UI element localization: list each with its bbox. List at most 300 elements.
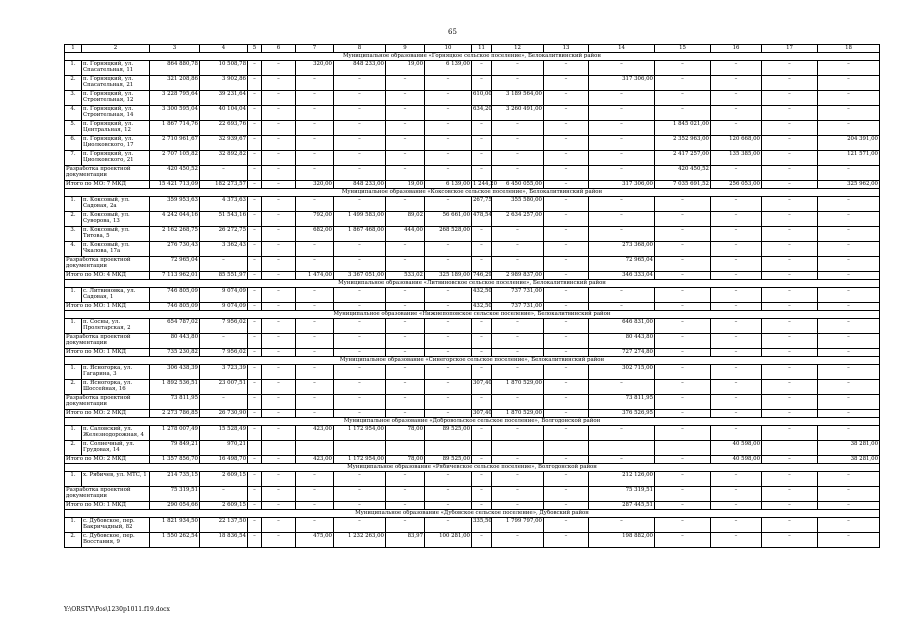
value-cell-col-11: – [472, 151, 492, 166]
value-cell-col-15: – [655, 197, 711, 212]
value-cell-col-4: 9 074,09 [200, 288, 248, 303]
value-cell-col-18: – [818, 121, 880, 136]
building-address: п. Коксовый, ул. Чкалова, 17а [82, 242, 150, 257]
value-cell-col-15: 1 845 021,00 [655, 121, 711, 136]
value-cell-col-7: – [296, 472, 334, 487]
value-cell-col-3: 79 849,21 [150, 441, 200, 456]
value-cell-col-18: – [818, 106, 880, 121]
value-cell-col-7: – [296, 91, 334, 106]
value-cell-col-10: 56 661,00 [425, 212, 472, 227]
total-label: Итого по МО: 1 МКД [65, 502, 150, 510]
value-cell-col-3: 2 273 786,85 [150, 410, 200, 418]
value-cell-col-16: – [711, 502, 762, 510]
municipality-section-row [65, 53, 880, 61]
column-number: 17 [762, 45, 818, 53]
value-cell-col-9: – [386, 334, 425, 349]
value-cell-col-16: 256 053,00 [711, 181, 762, 189]
design-documentation-row [65, 166, 880, 181]
value-cell-col-18: – [818, 426, 880, 441]
value-cell-col-7: – [296, 334, 334, 349]
value-cell-col-7: 792,00 [296, 212, 334, 227]
building-row [65, 365, 880, 380]
row-number: 6. [65, 136, 82, 151]
value-cell-col-18: – [818, 272, 880, 280]
value-cell-col-18: – [818, 212, 880, 227]
design-documentation-label: Разработка проектной документации [65, 166, 150, 181]
value-cell-col-15: – [655, 365, 711, 380]
value-cell-col-16: – [711, 319, 762, 334]
value-cell-col-12: 3 260 491,00 [492, 106, 544, 121]
value-cell-col-12: – [492, 121, 544, 136]
value-cell-col-3: 80 443,80 [150, 334, 200, 349]
value-cell-col-5: – [248, 395, 262, 410]
value-cell-col-6: – [262, 303, 296, 311]
value-cell-col-17: – [762, 319, 818, 334]
value-cell-col-14: 302 715,00 [589, 365, 655, 380]
value-cell-col-8: 848 233,00 [334, 181, 386, 189]
value-cell-col-5: – [248, 166, 262, 181]
building-address: п. Коксовый, ул. Суворова, 13 [82, 212, 150, 227]
value-cell-col-16: – [711, 121, 762, 136]
value-cell-col-18: 121 571,00 [818, 151, 880, 166]
value-cell-col-3: 321 208,86 [150, 76, 200, 91]
value-cell-col-14: 287 445,51 [589, 502, 655, 510]
value-cell-col-6: – [262, 61, 296, 76]
value-cell-col-14: 646 831,00 [589, 319, 655, 334]
value-cell-col-16: – [711, 76, 762, 91]
building-address: п. Коксовый, ул. Титова, 5 [82, 227, 150, 242]
value-cell-col-6: – [262, 227, 296, 242]
value-cell-col-6: – [262, 380, 296, 395]
value-cell-col-11: – [472, 227, 492, 242]
building-address: п. Горняцкий, ул. Центральная, 12 [82, 121, 150, 136]
value-cell-col-13: – [544, 197, 589, 212]
value-cell-col-7: – [296, 349, 334, 357]
value-cell-col-13: – [544, 456, 589, 464]
value-cell-col-6: – [262, 395, 296, 410]
value-cell-col-8: – [334, 257, 386, 272]
value-cell-col-15: – [655, 61, 711, 76]
value-cell-col-15: – [655, 212, 711, 227]
value-cell-col-17: – [762, 334, 818, 349]
value-cell-col-17: – [762, 136, 818, 151]
value-cell-col-18: – [818, 288, 880, 303]
value-cell-col-13: – [544, 212, 589, 227]
value-cell-col-15: 7 035 691,52 [655, 181, 711, 189]
value-cell-col-13: – [544, 349, 589, 357]
value-cell-col-7: – [296, 166, 334, 181]
value-cell-col-4: 85 551,97 [200, 272, 248, 280]
value-cell-col-17: – [762, 61, 818, 76]
municipality-title: Муниципальное образование «Дубовское сельское поселение», Дубовский район [65, 510, 880, 518]
row-number: 2. [65, 380, 82, 395]
value-cell-col-6: – [262, 288, 296, 303]
value-cell-col-14: – [589, 288, 655, 303]
value-cell-col-11: 432,50 [472, 288, 492, 303]
value-cell-col-13: – [544, 518, 589, 533]
value-cell-col-7: – [296, 106, 334, 121]
value-cell-col-10: 6 139,00 [425, 61, 472, 76]
value-cell-col-3: 1 892 536,51 [150, 380, 200, 395]
value-cell-col-17: – [762, 426, 818, 441]
value-cell-col-3: 2 162 268,75 [150, 227, 200, 242]
value-cell-col-6: – [262, 181, 296, 189]
building-address: п. Сосны, ул. Пролетарская, 2 [82, 319, 150, 334]
value-cell-col-8: – [334, 151, 386, 166]
value-cell-col-11: – [472, 121, 492, 136]
building-row [65, 151, 880, 166]
row-number: 4. [65, 106, 82, 121]
column-number: 12 [492, 45, 544, 53]
value-cell-col-14: 75 319,51 [589, 487, 655, 502]
value-cell-col-7: – [296, 151, 334, 166]
value-cell-col-18: 38 281,00 [818, 441, 880, 456]
value-cell-col-10: – [425, 288, 472, 303]
value-cell-col-9: 83,97 [386, 533, 425, 548]
row-number: 3. [65, 227, 82, 242]
column-number: 6 [262, 45, 296, 53]
value-cell-col-12: – [492, 472, 544, 487]
value-cell-col-5: – [248, 91, 262, 106]
value-cell-col-9: – [386, 487, 425, 502]
value-cell-col-16: – [711, 410, 762, 418]
building-row [65, 441, 880, 456]
value-cell-col-18: 325 962,00 [818, 181, 880, 189]
value-cell-col-14: 72 965,04 [589, 257, 655, 272]
value-cell-col-14: – [589, 91, 655, 106]
value-cell-col-8: – [334, 395, 386, 410]
value-cell-col-17: – [762, 502, 818, 510]
value-cell-col-6: – [262, 91, 296, 106]
municipality-title: Муниципальное образование «Горняцкое сельское поселение», Белокалитвинский район [65, 53, 880, 61]
value-cell-col-10: – [425, 166, 472, 181]
value-cell-col-4: 4 373,63 [200, 197, 248, 212]
value-cell-col-17: – [762, 212, 818, 227]
building-address: п. Ясногорка, ул. Шоссейная, 16 [82, 380, 150, 395]
building-address: с. Дубовское, пер. Восстания, 9 [82, 533, 150, 548]
value-cell-col-11: – [472, 76, 492, 91]
value-cell-col-4: 32 939,67 [200, 136, 248, 151]
value-cell-col-12: 737 731,00 [492, 303, 544, 311]
value-cell-col-18: 204 391,00 [818, 136, 880, 151]
value-cell-col-5: – [248, 272, 262, 280]
value-cell-col-13 [544, 441, 589, 456]
municipality-total-row [65, 456, 880, 464]
value-cell-col-12: 2 634 257,00 [492, 212, 544, 227]
value-cell-col-14: 73 811,95 [589, 395, 655, 410]
value-cell-col-14: – [589, 136, 655, 151]
column-number: 13 [544, 45, 589, 53]
value-cell-col-15: – [655, 303, 711, 311]
value-cell-col-4: – [200, 257, 248, 272]
value-cell-col-5: – [248, 518, 262, 533]
value-cell-col-13: – [544, 472, 589, 487]
building-address: п. Горняцкий, ул. Строительная, 14 [82, 106, 150, 121]
value-cell-col-3: 864 880,78 [150, 61, 200, 76]
value-cell-col-5: – [248, 242, 262, 257]
value-cell-col-10: – [425, 136, 472, 151]
value-cell-col-7 [296, 441, 334, 456]
value-cell-col-11: 267,75 [472, 197, 492, 212]
value-cell-col-6: – [262, 151, 296, 166]
municipality-section-row [65, 189, 880, 197]
building-address: п. Ясногорка, ул. Гагарина, 3 [82, 365, 150, 380]
value-cell-col-18: – [818, 257, 880, 272]
value-cell-col-10: – [425, 257, 472, 272]
value-cell-col-9: – [386, 76, 425, 91]
value-cell-col-3: 75 319,51 [150, 487, 200, 502]
value-cell-col-10: – [425, 472, 472, 487]
value-cell-col-4: 18 836,54 [200, 533, 248, 548]
value-cell-col-14: – [589, 227, 655, 242]
value-cell-col-4: 22 137,50 [200, 518, 248, 533]
value-cell-col-13: – [544, 257, 589, 272]
value-cell-col-14: – [589, 426, 655, 441]
value-cell-col-18: – [818, 380, 880, 395]
value-cell-col-5: – [248, 136, 262, 151]
value-cell-col-12: 1 870 529,00 [492, 380, 544, 395]
building-row [65, 61, 880, 76]
municipality-section-row [65, 510, 880, 518]
value-cell-col-18: – [818, 487, 880, 502]
value-cell-col-4: 9 074,09 [200, 303, 248, 311]
value-cell-col-15: – [655, 380, 711, 395]
value-cell-col-10: – [425, 518, 472, 533]
value-cell-col-14: 198 882,00 [589, 533, 655, 548]
value-cell-col-5: – [248, 349, 262, 357]
value-cell-col-12: 2 989 837,00 [492, 272, 544, 280]
value-cell-col-15 [655, 441, 711, 456]
municipality-total-row [65, 303, 880, 311]
value-cell-col-13: – [544, 181, 589, 189]
municipality-total-row [65, 349, 880, 357]
row-number: 3. [65, 91, 82, 106]
value-cell-col-5: – [248, 303, 262, 311]
building-address: п. Горняцкий, ул. Спасательная, 11 [82, 61, 150, 76]
value-cell-col-10: 89 525,00 [425, 426, 472, 441]
value-cell-col-14: – [589, 303, 655, 311]
value-cell-col-11: – [472, 319, 492, 334]
value-cell-col-13: – [544, 242, 589, 257]
value-cell-col-17: – [762, 303, 818, 311]
value-cell-col-9: 19,00 [386, 181, 425, 189]
value-cell-col-17: – [762, 365, 818, 380]
value-cell-col-9: – [386, 472, 425, 487]
value-cell-col-5: – [248, 319, 262, 334]
row-number: 1. [65, 426, 82, 441]
value-cell-col-18: – [818, 61, 880, 76]
value-cell-col-15: – [655, 334, 711, 349]
total-label: Итого по МО: 1 МКД [65, 349, 150, 357]
design-documentation-label: Разработка проектной документации [65, 334, 150, 349]
value-cell-col-17: – [762, 197, 818, 212]
value-cell-col-10: – [425, 121, 472, 136]
value-cell-col-16: – [711, 91, 762, 106]
value-cell-col-7: – [296, 518, 334, 533]
value-cell-col-5: – [248, 533, 262, 548]
value-cell-col-4: 26 272,75 [200, 227, 248, 242]
value-cell-col-14: 212 126,00 [589, 472, 655, 487]
value-cell-col-7: – [296, 76, 334, 91]
value-cell-col-12: – [492, 151, 544, 166]
value-cell-col-16: 120 668,00 [711, 136, 762, 151]
value-cell-col-16: – [711, 272, 762, 280]
value-cell-col-5: – [248, 106, 262, 121]
value-cell-col-15: 420 450,52 [655, 166, 711, 181]
value-cell-col-3: 2 710 961,67 [150, 136, 200, 151]
value-cell-col-3: 306 438,39 [150, 365, 200, 380]
value-cell-col-18: – [818, 303, 880, 311]
value-cell-col-16: – [711, 472, 762, 487]
value-cell-col-8 [334, 441, 386, 456]
value-cell-col-16: 40 598,00 [711, 441, 762, 456]
value-cell-col-3: 4 242 044,16 [150, 212, 200, 227]
value-cell-col-17: – [762, 91, 818, 106]
value-cell-col-8: – [334, 76, 386, 91]
row-number: 1. [65, 518, 82, 533]
value-cell-col-5: – [248, 257, 262, 272]
value-cell-col-10: – [425, 319, 472, 334]
building-row [65, 227, 880, 242]
column-number: 1 [65, 45, 82, 53]
value-cell-col-8: – [334, 197, 386, 212]
value-cell-col-9: – [386, 91, 425, 106]
building-address: п. Саловский, ул. Железнодорожная, 4 [82, 426, 150, 441]
value-cell-col-9: – [386, 197, 425, 212]
value-cell-col-11: – [472, 395, 492, 410]
row-number: 1. [65, 288, 82, 303]
value-cell-col-8: – [334, 502, 386, 510]
value-cell-col-13: – [544, 533, 589, 548]
value-cell-col-3: 1 550 262,54 [150, 533, 200, 548]
value-cell-col-15: – [655, 533, 711, 548]
value-cell-col-12: – [492, 242, 544, 257]
value-cell-col-5: – [248, 212, 262, 227]
value-cell-col-12: – [492, 365, 544, 380]
value-cell-col-16: 40 598,00 [711, 456, 762, 464]
building-row [65, 106, 880, 121]
municipality-title: Муниципальное образование «Коксовское сельское поселение», Белокалитвинский район [65, 189, 880, 197]
value-cell-col-11: – [472, 365, 492, 380]
value-cell-col-6: – [262, 242, 296, 257]
value-cell-col-13: – [544, 166, 589, 181]
value-cell-col-4: 2 609,15 [200, 472, 248, 487]
value-cell-col-7: 320,00 [296, 181, 334, 189]
building-address: п. Горняцкий, ул. Спасательная, 21 [82, 76, 150, 91]
value-cell-col-16: 135 385,00 [711, 151, 762, 166]
value-cell-col-12: – [492, 227, 544, 242]
value-cell-col-15: – [655, 91, 711, 106]
building-address: с. Дубовское, пер. Бакричадный, 82 [82, 518, 150, 533]
row-number: 4. [65, 242, 82, 257]
value-cell-col-15: – [655, 106, 711, 121]
value-cell-col-18: – [818, 349, 880, 357]
row-number: 1. [65, 365, 82, 380]
value-cell-col-11: 432,50 [473, 303, 492, 309]
value-cell-col-13: – [544, 334, 589, 349]
value-cell-col-4: 7 956,02 [200, 349, 248, 357]
value-cell-col-13: – [544, 319, 589, 334]
value-cell-col-7: – [296, 365, 334, 380]
value-cell-col-5: – [248, 197, 262, 212]
value-cell-col-8: 1 172 954,00 [334, 456, 386, 464]
value-cell-col-16: – [711, 487, 762, 502]
value-cell-col-3: 276 730,43 [150, 242, 200, 257]
building-address: п. Коксовый, ул. Садовая, 2а [82, 197, 150, 212]
value-cell-col-14: 273 368,00 [589, 242, 655, 257]
value-cell-col-7: 423,00 [296, 426, 334, 441]
value-cell-col-4: 7 956,02 [200, 319, 248, 334]
value-cell-col-3: 290 054,66 [150, 502, 200, 510]
value-cell-col-17: – [762, 533, 818, 548]
value-cell-col-11: – [472, 502, 492, 510]
row-number: 2. [65, 441, 82, 456]
value-cell-col-13: – [544, 76, 589, 91]
column-number: 18 [818, 45, 880, 53]
value-cell-col-15: 2 352 963,00 [655, 136, 711, 151]
value-cell-col-13: – [544, 288, 589, 303]
value-cell-col-17: – [762, 242, 818, 257]
building-row [65, 136, 880, 151]
value-cell-col-8: – [334, 334, 386, 349]
value-cell-col-3: 1 278 007,49 [150, 426, 200, 441]
row-number: 2. [65, 533, 82, 548]
value-cell-col-10: – [425, 76, 472, 91]
value-cell-col-11: – [472, 456, 492, 464]
value-cell-col-12: – [492, 395, 544, 410]
value-cell-col-3: 746 805,09 [150, 303, 200, 311]
value-cell-col-10: 268 528,00 [425, 227, 472, 242]
value-cell-col-9: – [386, 288, 425, 303]
footer-file-path: Y:\ORSTV\Pos\1230p1011.f19.docx [64, 606, 170, 613]
design-documentation-label: Разработка проектной документации [65, 257, 150, 272]
design-documentation-row [65, 487, 880, 502]
value-cell-col-4: – [200, 395, 248, 410]
value-cell-col-10: – [425, 106, 472, 121]
value-cell-col-9: – [386, 319, 425, 334]
value-cell-col-17: – [762, 472, 818, 487]
page-number: 65 [448, 28, 457, 36]
value-cell-col-9: – [386, 166, 425, 181]
value-cell-col-16: – [711, 197, 762, 212]
building-row [65, 380, 880, 395]
value-cell-col-6: – [262, 426, 296, 441]
value-cell-col-14: – [589, 456, 655, 464]
value-cell-col-7: – [296, 319, 334, 334]
value-cell-col-11: – [472, 136, 492, 151]
value-cell-col-10: – [425, 242, 472, 257]
value-cell-col-9: – [386, 106, 425, 121]
value-cell-col-3: 214 735,15 [150, 472, 200, 487]
value-cell-col-6: – [262, 136, 296, 151]
value-cell-col-3: 15 421 713,09 [150, 181, 200, 189]
column-number: 9 [386, 45, 425, 53]
building-row [65, 533, 880, 548]
value-cell-col-15: – [655, 426, 711, 441]
value-cell-col-17: – [762, 121, 818, 136]
value-cell-col-4: 182 273,57 [200, 181, 248, 189]
value-cell-col-16: – [711, 257, 762, 272]
building-row [65, 76, 880, 91]
value-cell-col-16: – [711, 380, 762, 395]
value-cell-col-14: – [589, 61, 655, 76]
value-cell-col-10: – [425, 395, 472, 410]
value-cell-col-5: – [248, 426, 262, 441]
value-cell-col-5: – [248, 472, 262, 487]
value-cell-col-14: – [589, 151, 655, 166]
value-cell-col-17: – [762, 380, 818, 395]
value-cell-col-6: – [262, 319, 296, 334]
